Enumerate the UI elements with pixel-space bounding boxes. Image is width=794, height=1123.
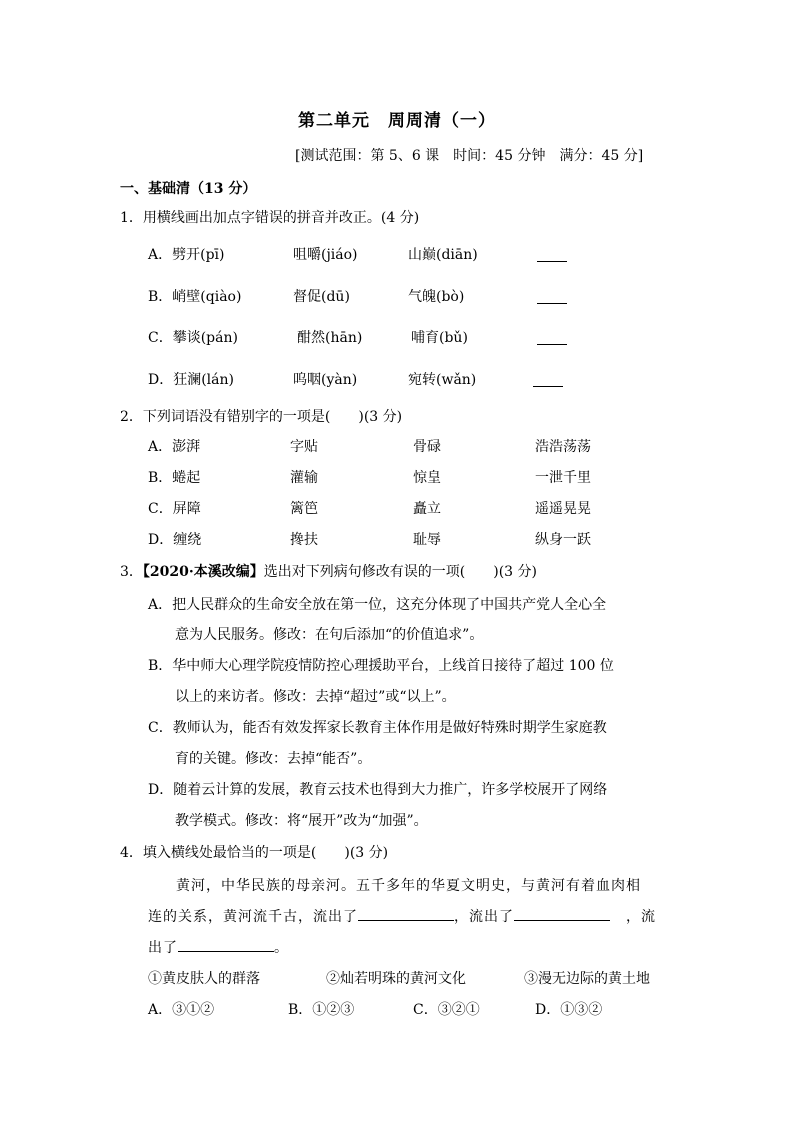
q1-a-1: A．劈开(pī): [148, 247, 225, 263]
q4-passage-part-b: ，流出了: [454, 909, 514, 925]
q2-d-4: 纵身一跃: [535, 532, 591, 548]
q1-b-answer-blank[interactable]: [537, 289, 567, 304]
q1-b-1: B．峭壁(qiào): [148, 289, 242, 305]
test-scope: [测试范围：第 5、6 课 时间：45 分钟 满分：45 分]: [295, 148, 644, 164]
q2-d-1: D．缠绕: [148, 532, 202, 548]
q4-choice-b[interactable]: B．①②③: [288, 1002, 355, 1018]
q4-passage-line1: 黄河，中华民族的母亲河。五千多年的华夏文明史，与黄河有着血肉相: [176, 878, 641, 894]
section-heading: 一、基础清（13 分）: [120, 181, 257, 197]
q2-a-2: 字贴: [290, 439, 318, 455]
q2-d-3: 耻辱: [413, 532, 441, 548]
q4-choice-a[interactable]: A．③①②: [148, 1002, 215, 1018]
question-3-stem: [120, 561, 537, 581]
q2-b-3: 惊皇: [413, 470, 441, 486]
q3-stem-text: 选出对下列病句修改有误的一项( )(3 分): [263, 564, 537, 580]
q3-b-line2: 以上的来访者。修改：去掉“超过”或“以上”。: [175, 689, 456, 705]
q2-c-2: 篱笆: [290, 501, 318, 517]
q1-c-2: 酣然(hān): [297, 330, 363, 346]
q4-passage-end: 。: [274, 940, 289, 956]
q4-passage-part-d: 出了: [148, 940, 178, 956]
q3-c-line2: 育的关键。修改：去掉“能否”。: [175, 751, 372, 767]
q4-item-3: ③漫无边际的黄土地: [524, 971, 650, 987]
q4-passage-part-a: 连的关系，黄河流千古，流出了: [148, 909, 358, 925]
q1-a-2: 咀嚼(jiáo): [293, 247, 358, 263]
q2-c-4: 遥遥晃晃: [535, 501, 591, 517]
q3-d-line1: D．随着云计算的发展，教育云技术也得到大力推广，许多学校展开了网络: [148, 782, 608, 798]
q3-number: 3．: [120, 564, 143, 580]
q3-a-line2: 意为人民服务。修改：在句后添加“的价值追求”。: [175, 627, 484, 643]
q1-c-3: 哺育(bǔ): [411, 330, 468, 346]
question-2-stem: 2．下列词语没有错别字的一项是( )(3 分): [120, 409, 403, 425]
q1-a-3: 山巅(diān): [408, 247, 478, 263]
q4-choice-d[interactable]: D．①③②: [535, 1002, 603, 1018]
q4-passage-line3: [148, 937, 289, 957]
q2-b-1: B．蜷起: [148, 470, 201, 486]
q1-d-answer-blank[interactable]: [533, 372, 563, 387]
q4-item-2: ②灿若明珠的黄河文化: [326, 971, 466, 987]
q1-c-answer-blank[interactable]: [537, 330, 567, 345]
page-title: 第二单元 周周清（一）: [298, 111, 496, 131]
q1-d-3: 宛转(wǎn): [408, 372, 477, 388]
q2-a-4: 浩浩荡荡: [535, 439, 591, 455]
q4-passage-line2: [148, 906, 656, 926]
q3-a-line1: A．把人民群众的生命安全放在第一位，这充分体现了中国共产党人全心全: [148, 597, 607, 613]
q1-c-1: C．攀谈(pán): [148, 330, 238, 346]
q3-c-line1: C．教师认为，能否有效发挥家长教育主体作用是做好特殊时期学生家庭教: [148, 720, 607, 736]
q1-b-2: 督促(dū): [293, 289, 350, 305]
q4-blank-2[interactable]: [514, 906, 610, 921]
q4-choice-c[interactable]: C．③②①: [413, 1002, 480, 1018]
q4-passage-part-c: ，流: [626, 909, 656, 925]
q1-d-1: D．狂澜(lán): [148, 372, 234, 388]
q2-b-4: 一泄千里: [535, 470, 591, 486]
q2-b-2: 灌输: [290, 470, 318, 486]
q4-blank-3[interactable]: [178, 937, 274, 952]
q4-blank-1[interactable]: [358, 906, 454, 921]
q2-a-3: 骨碌: [413, 439, 441, 455]
q2-a-1: A．澎湃: [148, 439, 201, 455]
q2-c-3: 矗立: [413, 501, 441, 517]
q2-d-2: 搀扶: [290, 532, 318, 548]
q4-item-1: ①黄皮肤人的群落: [148, 971, 260, 987]
q3-d-line2: 教学模式。修改：将“展开”改为“加强”。: [175, 813, 428, 829]
question-4-stem: 4．填入横线处最恰当的一项是( )(3 分): [120, 845, 389, 861]
q3-source-tag: 【2020·本溪改编】: [142, 564, 264, 580]
q3-b-line1: B．华中师大心理学院疫情防控心理援助平台，上线首日接待了超过 100 位: [148, 658, 614, 674]
question-1-stem: 1．用横线画出加点字错误的拼音并改正。(4 分): [120, 210, 420, 226]
q1-b-3: 气魄(bò): [408, 289, 465, 305]
q1-a-answer-blank[interactable]: [537, 247, 567, 262]
q2-c-1: C．屏障: [148, 501, 201, 517]
q1-d-2: 呜咽(yàn): [293, 372, 358, 388]
